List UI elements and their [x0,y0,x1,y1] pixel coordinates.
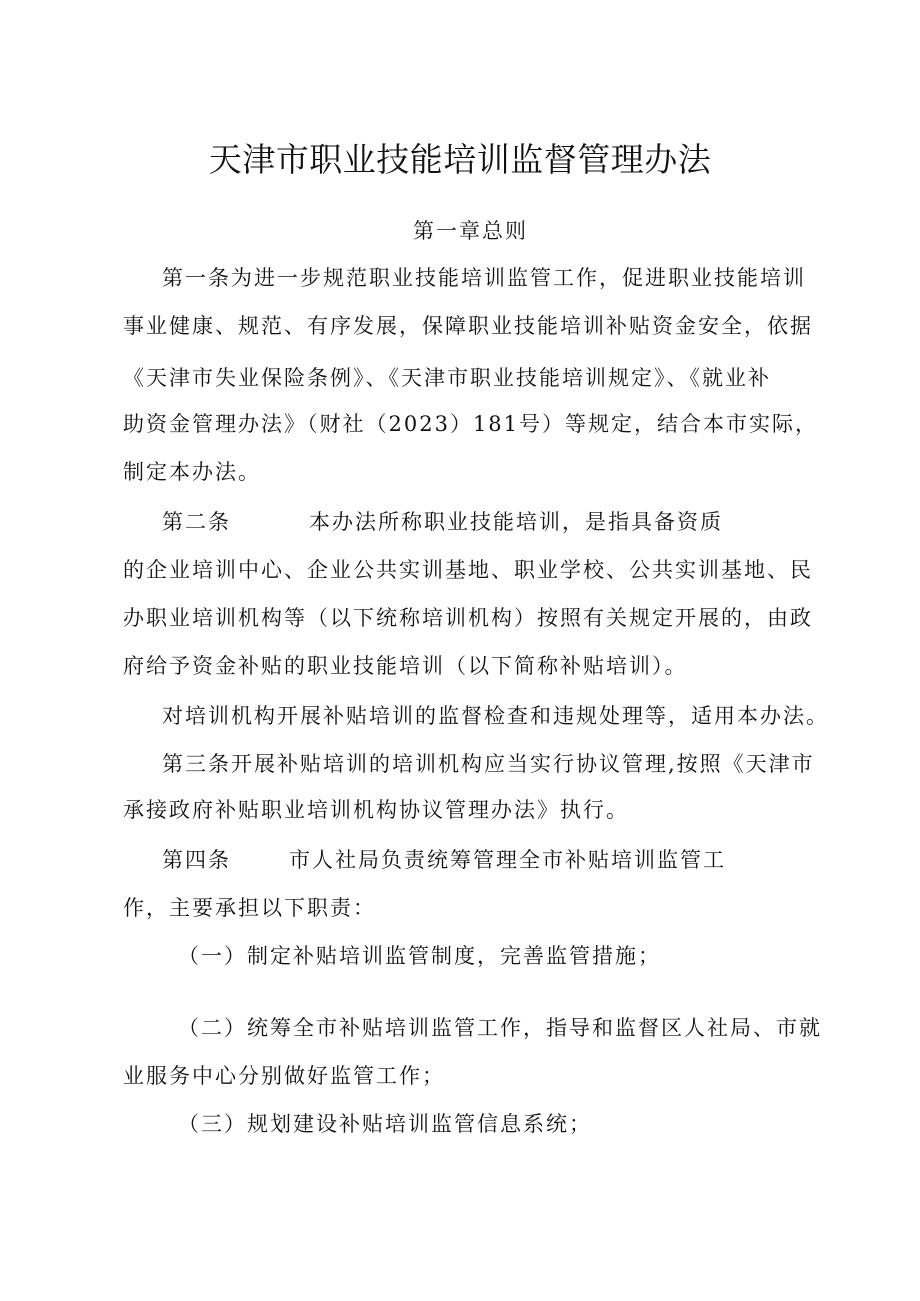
duty-item-2-continued: 业服务中心分别做好监管工作； [123,1064,445,1088]
article4-label: 第四条 [162,848,231,872]
article4-text: 市人社局负责统筹管理全市补贴培训监管工 [289,848,726,872]
article2-line: 的企业培训中心、企业公共实训基地、职业学校、公共实训基地、民 [123,558,813,582]
document-title: 天津市职业技能培训监督管理办法 [208,140,712,180]
article1-line: 助资金管理办法》（财社（2023）181号）等规定，结合本市实际， [123,412,819,436]
article4-line: 作，主要承担以下职责： [123,896,376,920]
article3-line: 第三条开展补贴培训的培训机构应当实行协议管理,按照《天津市 [162,752,815,776]
article2-scope-paragraph: 对培训机构开展补贴培训的监督检查和违规处理等，适用本办法。 [162,704,829,728]
article1-line: 制定本办法。 [123,460,261,484]
article1-line: 第一条为进一步规范职业技能培训监管工作，促进职业技能培训 [162,266,806,290]
article1-line: 《天津市失业保险条例》、《天津市职业技能培训规定》、《就业补 [123,366,771,390]
article4-first-line [162,845,726,875]
article3-line: 承接政府补贴职业培训机构协议管理办法》执行。 [123,798,629,822]
article2-line: 府给予资金补贴的职业技能培训（以下简称补贴培训）。 [123,654,688,678]
article2-text: 本办法所称职业技能培训，是指具备资质 [309,510,723,534]
duty-item-2: （二）统筹全市补贴培训监管工作，指导和监督区人社局、市就 [178,1016,822,1040]
article2-label: 第二条 [162,510,231,534]
article1-line: 事业健康、规范、有序发展，保障职业技能培训补贴资金安全，依据 [123,314,813,338]
duty-item-1: （一）制定补贴培训监管制度，完善监管措施； [178,944,661,968]
chapter-heading: 第一章总则 [413,219,528,243]
article2-line: 办职业培训机构等（以下统称培训机构）按照有关规定开展的，由政 [123,606,813,630]
article2-first-line [162,507,723,537]
duty-item-3: （三）规划建设补贴培训监管信息系统； [178,1112,592,1136]
